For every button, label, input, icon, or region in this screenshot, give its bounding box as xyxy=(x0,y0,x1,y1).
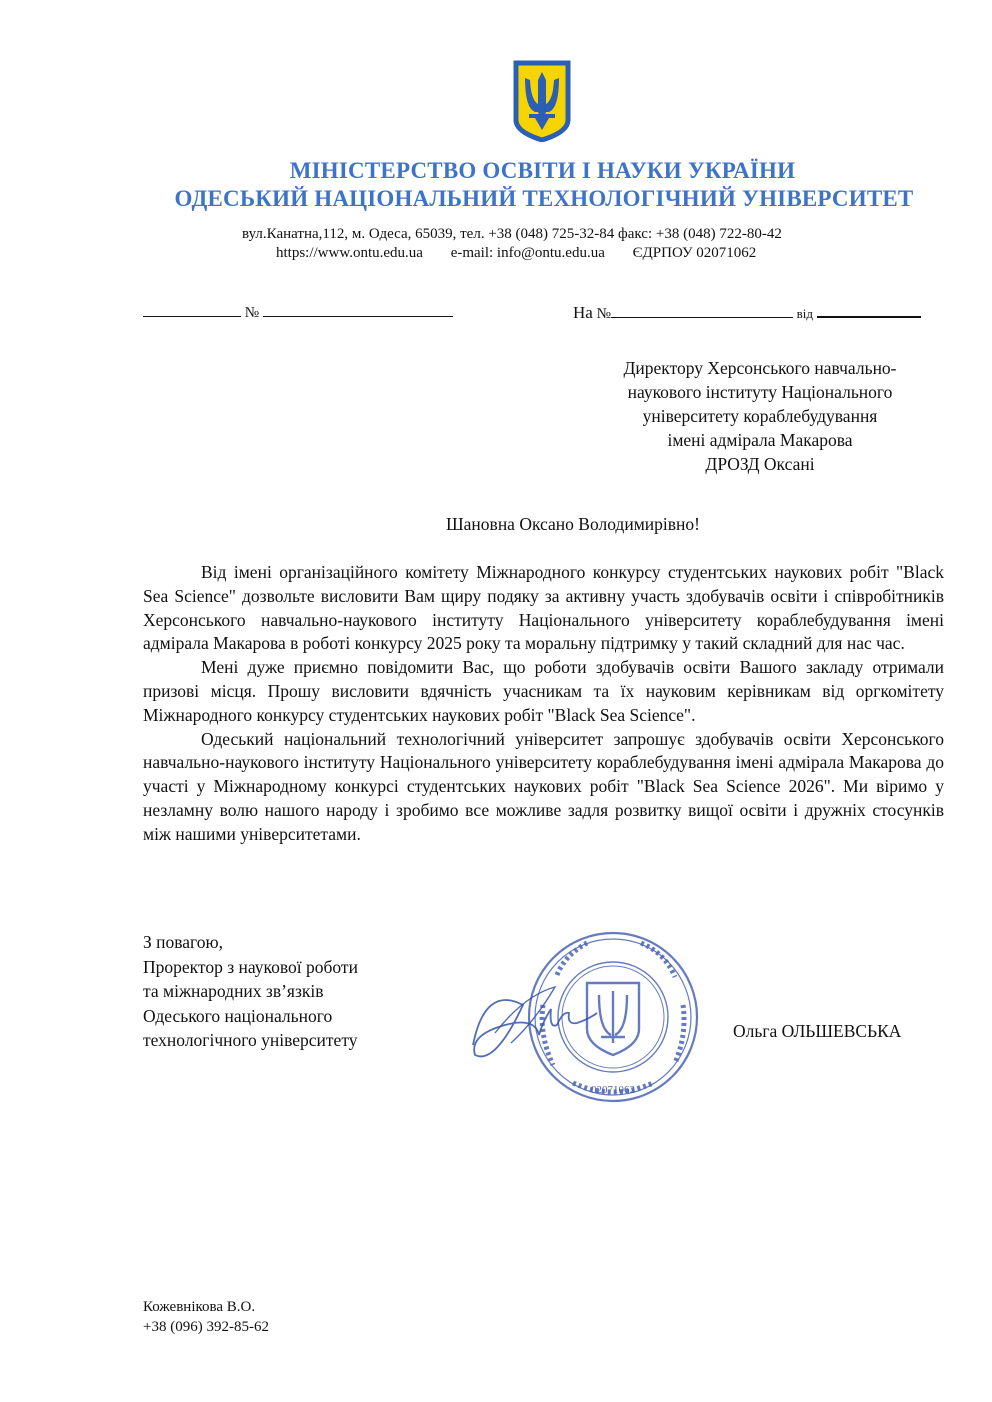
university-title: ОДЕСЬКИЙ НАЦІОНАЛЬНИЙ ТЕХНОЛОГІЧНИЙ УНІВЕРСИТЕТ xyxy=(174,186,914,211)
web-contacts-line xyxy=(276,245,780,262)
closing-line: технологічного університету xyxy=(143,1030,358,1050)
coat-of-arms-icon xyxy=(513,60,571,142)
recipient-block xyxy=(560,356,960,476)
executor-phone: +38 (096) 392-85-62 xyxy=(143,1319,269,1335)
recipient-line: імені адмірала Макарова xyxy=(667,430,853,450)
incoming-reference xyxy=(573,302,921,323)
recipient-line: наукового інституту Національного xyxy=(627,382,893,402)
closing-line: Одеського національного xyxy=(143,1005,333,1026)
website-link: https://www.ontu.edu.ua xyxy=(276,245,423,261)
on-label: На xyxy=(573,303,593,322)
executor-name: Кожевнікова В.О. xyxy=(143,1299,256,1315)
closing-line: З повагою, xyxy=(143,932,223,952)
from-date-blank xyxy=(817,302,921,318)
recipient-name: ДРОЗД Оксані xyxy=(705,454,815,474)
closing-line: Проректор з наукової роботи xyxy=(143,956,358,977)
body-paragraph: Одеський національний технологічний університет запрошує здобувачів освіти Херсонського навчально-наукового інституту Національного університету кораблебудування імені адмірала Макарова до участі у Міжнародному конкурсі студентських наукових робіт "Black Sea Science 2026". Ми віримо у незламну волю нашого народу і зробимо все можливе задля розвитку вищої освіти і дружніх стосунків між нашими університетами. xyxy=(143,728,944,844)
letter-body xyxy=(143,561,944,847)
number-blank xyxy=(263,302,453,317)
address-line: вул.Канатна,112, м. Одеса, 65039, тел. +38 (048) 725-32-84 факс: +38 (048) 722-80-42 xyxy=(242,226,782,242)
outgoing-reference xyxy=(143,302,453,322)
recipient-line: Директору Херсонського навчально- xyxy=(623,358,897,378)
recipient-line: університету кораблебудування xyxy=(642,406,878,426)
body-paragraph: Від імені організаційного комітету Міжнародного конкурсу студентських наукових робіт "Black Sea Science" дозвольте висловити Вам щиру подяку за активну участь здобувачів освіти і співробітників Херсонського навчально-наукового інституту Національного університету кораблебудування імені адмірала Макарова в роботі конкурсу 2025 року та моральну підтримку у такий складний для нас час. xyxy=(143,562,944,654)
seal-stamp-icon xyxy=(465,925,705,1107)
closing-line: та міжнародних зв’язків xyxy=(143,981,324,1001)
edrpou-code: ЄДРПОУ 02071062 xyxy=(632,245,757,261)
stamp-code: 02071062 xyxy=(591,1084,635,1096)
salutation: Шановна Оксано Володимирівно! xyxy=(446,514,700,534)
date-blank xyxy=(143,302,241,317)
on-number-sign: № xyxy=(596,306,611,322)
email-text: e-mail: info@ontu.edu.ua xyxy=(450,245,605,261)
signatory-name: Ольга ОЛЬШЕВСЬКА xyxy=(733,1021,902,1041)
on-number-blank xyxy=(611,303,793,318)
closing-block xyxy=(143,930,358,1053)
number-sign: № xyxy=(244,305,260,321)
ministry-title: МІНІСТЕРСТВО ОСВІТИ І НАУКИ УКРАЇНИ xyxy=(289,158,796,183)
executor-footer xyxy=(143,1297,269,1337)
from-label: від xyxy=(796,306,814,321)
body-paragraph: Мені дуже приємно повідомити Вас, що роботи здобувачів освіти Вашого закладу отримали призові місця. Прошу висловити вдячність учасникам та їх науковим керівникам від оргкомітету Міжнародного конкурсу студентських наукових робіт "Black Sea Science". xyxy=(143,657,944,725)
